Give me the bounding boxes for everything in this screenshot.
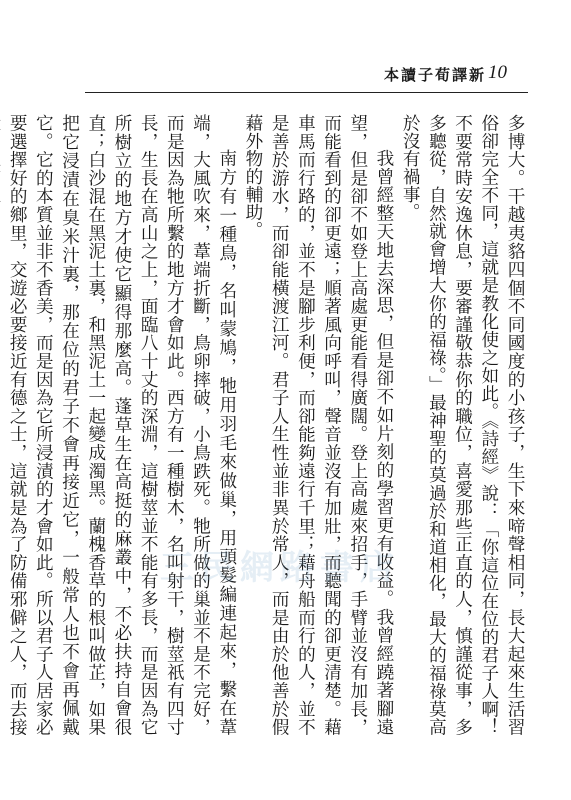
header-rule [85, 92, 528, 93]
running-header [360, 62, 520, 88]
watermark: 三民網路書店 [160, 548, 400, 588]
page-number: 10 [488, 62, 507, 83]
paragraph-3: 南方有一種鳥，名叫蒙鳩，牠用羽毛來做巢，用頭髮編連起來，繫在葦端，大風吹來，葦端折斷，鳥卵摔破，小鳥跌死。牠所做的巢並不是不完好，而是因為牠所繫的地方才會如此。西方有一種樹木，名叫射干，樹莖祇有四寸長，生長在高山之上，面臨八十丈的深淵，這樹莖並不能有多長，而是因為它所樹立的地方才使它顯得那麼高。蓬草生在高挺的麻叢中，不必扶持自會很直；白沙混在黑泥土裏，和黑泥土一起變成濁黑。蘭槐香草的根叫做芷，如果把它浸漬在臭米汁裏，那在位的君子不會再接近它，一般常人也不會再佩戴它。它的本質並非不香美，而是因為它所浸漬的才會如此。所以君子人居家必要選擇好的鄉里，交遊必要接近有德之士，這就是為了防備邪僻之人，而去接 [7, 114, 237, 736]
paragraph-1: 多博大。干越夷貉四個不同國度的小孩子，生下來啼聲相同，長大起來生活習俗卻完全不同，這就是教化使之如此。《詩經》說：「你這位在位的君子人啊！不要常時安逸休息，要審謹敬恭你的職位，喜愛那些正直的人，慎謹從事，多多聽從，自然就會增大你的福祿。」最神聖的莫過於和道相化，最大的福祿莫高於沒有禍事。 [400, 114, 525, 736]
book-title: 本讀子荀譯新 [384, 66, 487, 84]
paragraph-2: 我曾經整天地去深思，但是卻不如片刻的學習更有收益。我曾經蹺著腳遠望，但是卻不如登上高處更能看得廣闊。登上高處來招手，手臂並沒有加長，而能看到的卻更遠；順著風向呼叫，聲音並沒有加壯，而聽聞的卻更清楚。藉車馬而行路的，並不是腳步利便，而卻能夠遠行千里；藉舟船而行的人，並不是善於游水，而卻能橫渡江河。君子人生性並非異於常人，而是由於他善於假藉外物的輔助。 [242, 114, 394, 736]
body-text [7, 114, 528, 736]
